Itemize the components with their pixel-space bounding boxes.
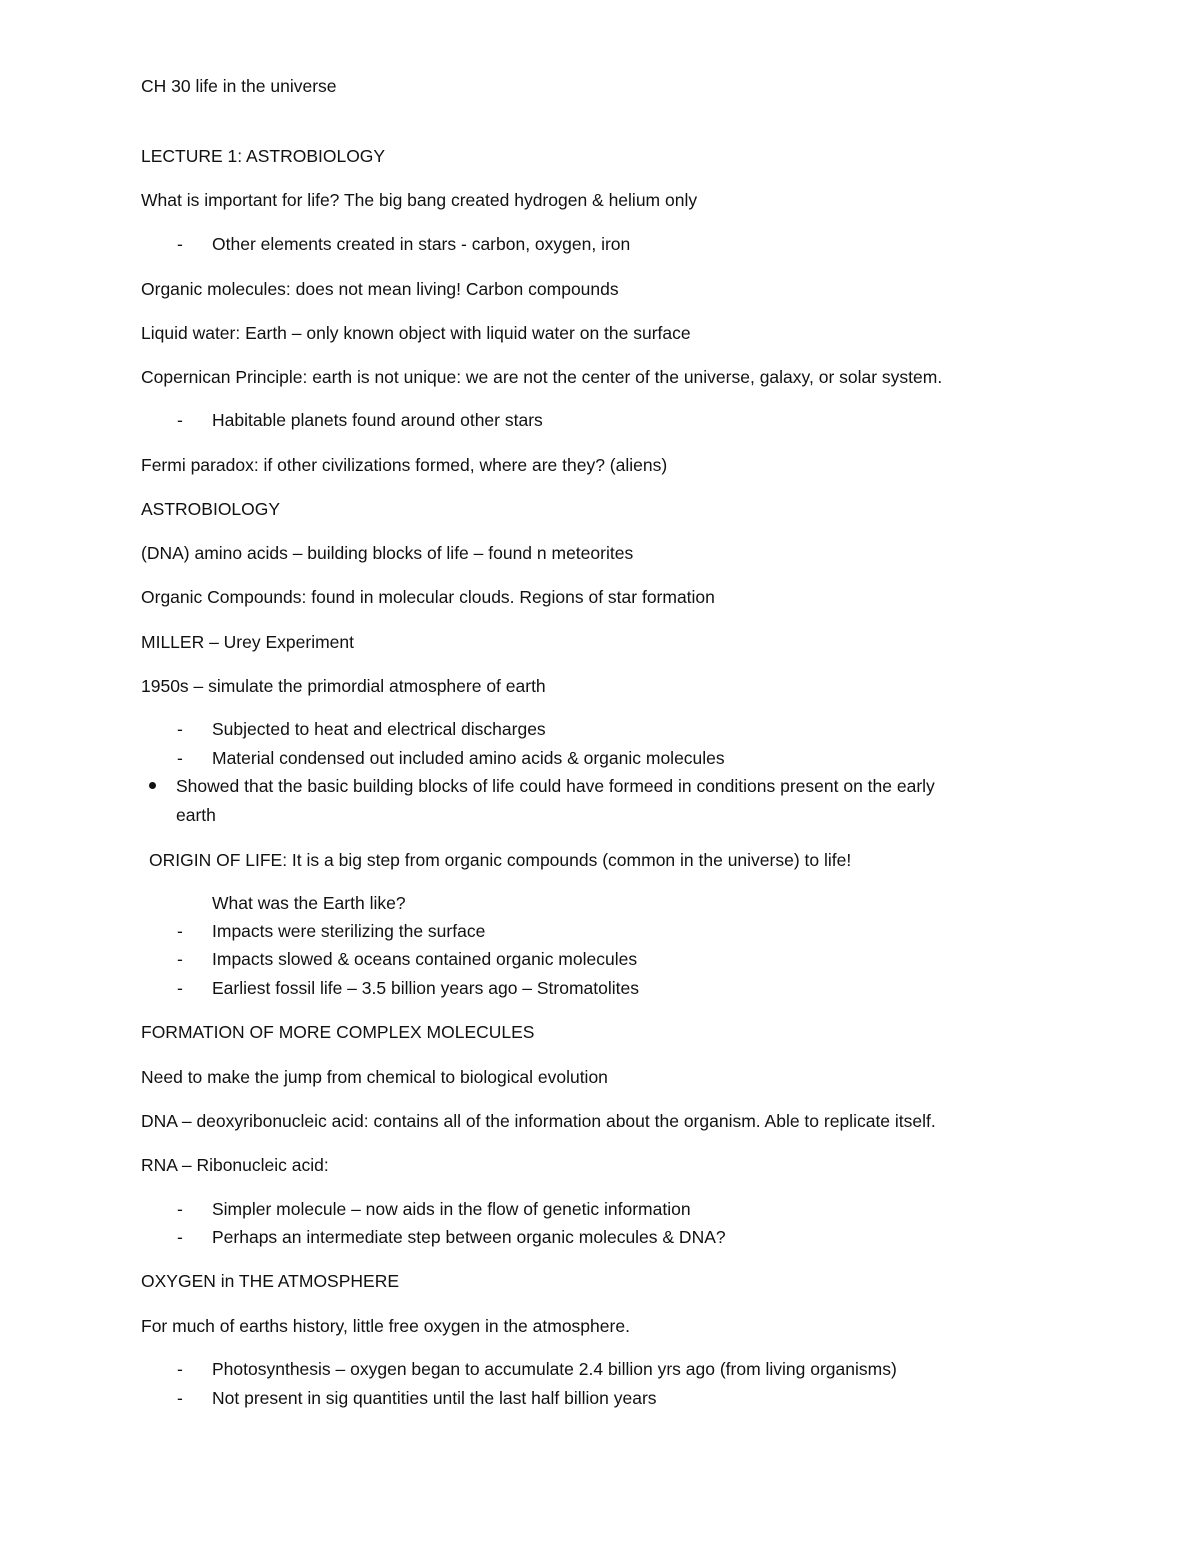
dash-marker: -: [177, 1388, 183, 1408]
paragraph-jump: Need to make the jump from chemical to biological evolution: [141, 1067, 608, 1087]
bullet-impacts-1: Impacts were sterilizing the surface: [212, 921, 486, 941]
dash-marker: -: [177, 921, 183, 941]
bullet-habitable: Habitable planets found around other stars: [212, 410, 543, 430]
paragraph-earth-like: What was the Earth like?: [212, 893, 406, 913]
dash-marker: -: [177, 978, 183, 998]
bullet-impacts-2: Impacts slowed & oceans contained organic molecules: [212, 949, 638, 969]
paragraph-miller: MILLER – Urey Experiment: [141, 632, 354, 652]
paragraph-history: For much of earths history, little free oxygen in the atmosphere.: [141, 1316, 630, 1336]
paragraph-water: Liquid water: Earth – only known object with liquid water on the surface: [141, 323, 691, 343]
bullet-photosynthesis: Photosynthesis – oxygen began to accumulate 2.4 billion yrs ago (from living organisms): [212, 1359, 897, 1379]
dash-marker: -: [177, 949, 183, 969]
dash-marker: -: [177, 1359, 183, 1379]
dash-marker: -: [177, 719, 183, 739]
heading-formation: FORMATION OF MORE COMPLEX MOLECULES: [141, 1022, 535, 1042]
paragraph-fermi: Fermi paradox: if other civilizations formed, where are they? (aliens): [141, 455, 668, 475]
dash-marker: -: [177, 1199, 183, 1219]
bullet-elements: Other elements created in stars - carbon, oxygen, iron: [212, 234, 631, 254]
paragraph-rna: RNA – Ribonucleic acid:: [141, 1155, 329, 1175]
bullet-simpler: Simpler molecule – now aids in the flow of genetic information: [212, 1199, 691, 1219]
dash-marker: -: [177, 234, 183, 254]
paragraph-compounds: Organic Compounds: found in molecular clouds. Regions of star formation: [141, 587, 715, 607]
paragraph-important: What is important for life? The big bang created hydrogen & helium only: [141, 190, 698, 210]
paragraph-1950s: 1950s – simulate the primordial atmosphere of earth: [141, 676, 546, 696]
bullet-dot-icon: [149, 782, 156, 789]
heading-oxygen: OXYGEN in THE ATMOSPHERE: [141, 1271, 400, 1291]
bullet-material: Material condensed out included amino acids & organic molecules: [212, 748, 725, 768]
paragraph-dna: (DNA) amino acids – building blocks of life – found n meteorites: [141, 543, 634, 563]
bullet-showed-line-2: earth: [176, 805, 216, 825]
bullet-perhaps: Perhaps an intermediate step between organic molecules & DNA?: [212, 1227, 726, 1247]
dash-marker: -: [177, 748, 183, 768]
bullet-fossil: Earliest fossil life – 3.5 billion years ago – Stromatolites: [212, 978, 640, 998]
dash-marker: -: [177, 410, 183, 430]
heading-astrobiology: ASTROBIOLOGY: [141, 499, 281, 519]
bullet-present: Not present in sig quantities until the last half billion years: [212, 1388, 657, 1408]
bullet-showed-line-1: Showed that the basic building blocks of life could have formeed in conditions present on the early: [176, 776, 935, 796]
paragraph-dna-definition: DNA – deoxyribonucleic acid: contains all of the information about the organism. Able to replicate itself.: [141, 1111, 936, 1131]
document-title: CH 30 life in the universe: [141, 76, 337, 96]
paragraph-copernican: Copernican Principle: earth is not unique: we are not the center of the universe, galaxy, or solar system.: [141, 367, 943, 387]
paragraph-origin: ORIGIN OF LIFE: It is a big step from organic compounds (common in the universe) to life!: [149, 850, 852, 870]
paragraph-organic: Organic molecules: does not mean living! Carbon compounds: [141, 279, 619, 299]
lecture-heading: LECTURE 1: ASTROBIOLOGY: [141, 146, 386, 166]
bullet-heat: Subjected to heat and electrical discharges: [212, 719, 546, 739]
dash-marker: -: [177, 1227, 183, 1247]
